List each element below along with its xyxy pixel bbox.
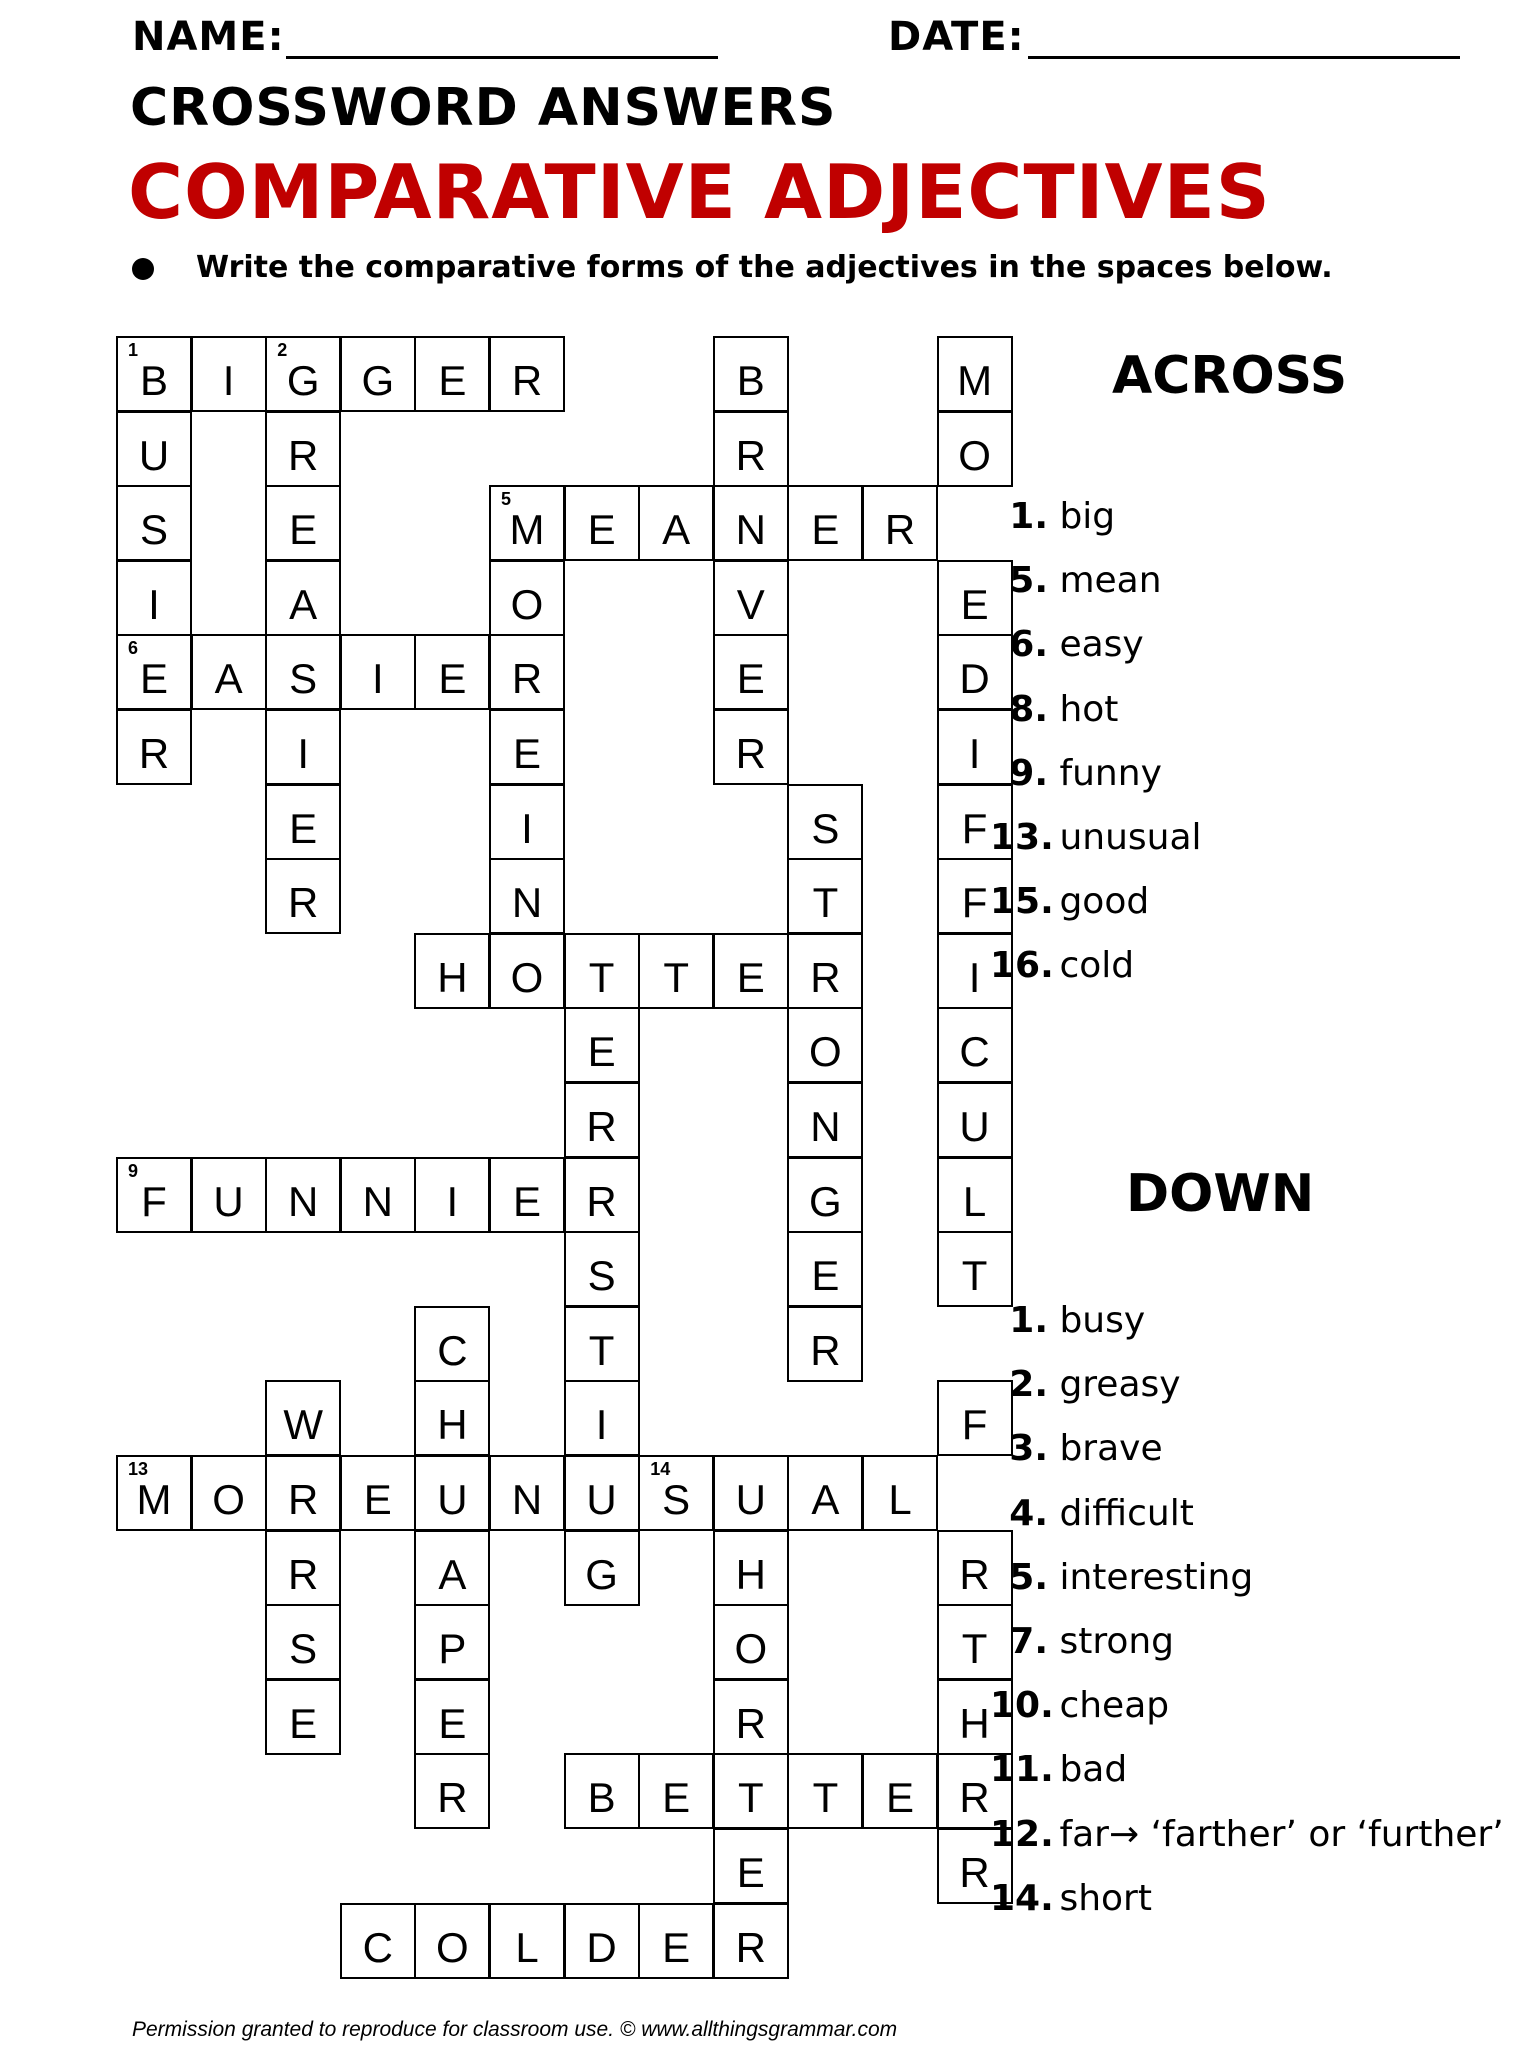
grid-cell[interactable]: [937, 1157, 1013, 1233]
clue-number: 9.: [1009, 752, 1048, 794]
cell-letter: G: [809, 1177, 842, 1225]
down-clue: [990, 1814, 1504, 1855]
clue-number: 9: [128, 1160, 139, 1181]
across-clue: [990, 560, 1162, 601]
clue-word: mean: [1048, 560, 1162, 602]
date-label: DATE:: [888, 14, 1025, 60]
cell-letter: H: [437, 953, 468, 1001]
grid-cell[interactable]: [787, 784, 863, 860]
clue-number: 7.: [1009, 1621, 1048, 1662]
grid-cell[interactable]: [937, 336, 1013, 412]
cell-letter: B: [736, 357, 765, 404]
cell-letter: T: [737, 1774, 764, 1822]
clue-number: 5.: [1009, 560, 1048, 602]
clue-number: 13.: [990, 817, 1054, 858]
clue-word: short: [1048, 1877, 1152, 1919]
grid-cell[interactable]: [862, 1455, 938, 1531]
cell-letter: A: [811, 1476, 840, 1523]
cell-letter: C: [437, 1326, 468, 1374]
grid-cell[interactable]: [638, 1455, 714, 1531]
grid-cell[interactable]: [713, 1753, 789, 1829]
grid-cell[interactable]: [489, 485, 565, 561]
cell-letter: S: [587, 1252, 616, 1300]
cell-letter: F: [961, 804, 988, 852]
clue-number: 11.: [990, 1749, 1054, 1791]
subtitle: CROSSWORD ANSWERS: [130, 78, 837, 138]
permission-footer: Permission granted to reproduce for classroom use. © www.allthingsgrammar.com: [132, 2018, 898, 2041]
cell-letter: G: [585, 1550, 618, 1598]
clue-word: bad: [1048, 1749, 1128, 1791]
grid-cell[interactable]: [489, 634, 565, 710]
cell-letter: P: [438, 1625, 467, 1673]
clue-word: interesting: [1048, 1556, 1254, 1598]
cell-letter: R: [735, 431, 766, 479]
name-label: NAME:: [132, 14, 285, 60]
cell-letter: T: [663, 953, 690, 1001]
across-clue: [990, 753, 1162, 794]
grid-cell[interactable]: [340, 336, 416, 412]
cell-letter: O: [734, 1625, 768, 1673]
cell-letter: E: [512, 1177, 541, 1225]
cell-letter: F: [961, 879, 988, 927]
down-heading: DOWN: [1126, 1164, 1315, 1224]
cell-letter: R: [586, 1177, 617, 1225]
grid-cell[interactable]: [937, 1007, 1013, 1083]
cell-letter: T: [588, 1326, 615, 1374]
cell-letter: H: [735, 1550, 766, 1598]
grid-cell[interactable]: [265, 634, 341, 710]
cell-letter: R: [884, 506, 916, 554]
cell-letter: O: [436, 1923, 469, 1971]
grid-cell[interactable]: [265, 336, 341, 412]
cell-letter: R: [288, 1476, 319, 1523]
clue-word: greasy: [1048, 1364, 1181, 1406]
across-clue: [990, 689, 1118, 730]
grid-cell[interactable]: [116, 560, 192, 636]
grid-cell[interactable]: [489, 709, 565, 785]
cell-letter: I: [968, 730, 981, 777]
cell-letter: I: [595, 1401, 608, 1449]
cell-letter: F: [141, 1177, 167, 1225]
clue-word: brave: [1048, 1428, 1163, 1470]
grid-cell[interactable]: [564, 1530, 640, 1606]
grid-cell[interactable]: [265, 1380, 341, 1456]
grid-cell[interactable]: [414, 1157, 490, 1233]
grid-cell[interactable]: [713, 560, 789, 636]
cell-letter: E: [363, 1476, 392, 1523]
grid-cell[interactable]: [564, 1380, 640, 1456]
cell-letter: T: [812, 879, 839, 927]
grid-cell[interactable]: [414, 1306, 490, 1382]
across-clue: [990, 817, 1202, 858]
cell-letter: M: [509, 506, 545, 554]
cell-letter: G: [286, 357, 320, 404]
cell-letter: R: [288, 879, 319, 927]
cell-letter: A: [662, 506, 691, 554]
grid-cell[interactable]: [564, 933, 640, 1009]
grid-cell[interactable]: [787, 1753, 863, 1829]
down-clue: [990, 1749, 1127, 1790]
clue-number: 16.: [990, 945, 1054, 987]
bullet-icon: [132, 258, 154, 280]
grid-cell[interactable]: [638, 1903, 714, 1979]
down-clue: [990, 1685, 1169, 1726]
cell-letter: R: [511, 357, 543, 404]
cell-letter: S: [289, 1625, 318, 1673]
grid-cell[interactable]: [191, 634, 267, 710]
grid-cell[interactable]: [265, 411, 341, 487]
cell-letter: E: [811, 1252, 840, 1300]
cell-letter: R: [288, 1550, 319, 1598]
grid-cell[interactable]: [340, 1157, 416, 1233]
clue-word: difficult: [1048, 1492, 1194, 1534]
clue-number: 3.: [1009, 1428, 1048, 1470]
cell-letter: R: [735, 1699, 766, 1747]
cell-letter: R: [586, 1103, 617, 1150]
clue-number: 1: [128, 340, 139, 360]
cell-letter: I: [521, 804, 533, 852]
cell-letter: I: [968, 953, 981, 1001]
cell-letter: R: [138, 730, 170, 777]
grid-cell[interactable]: [713, 485, 789, 561]
cell-letter: N: [288, 1177, 319, 1225]
clue-word: far→ ‘farther’ or ‘further’: [1048, 1813, 1504, 1855]
clue-word: hot: [1048, 688, 1119, 730]
down-clue: [990, 1428, 1163, 1469]
cell-letter: G: [361, 357, 395, 404]
grid-cell[interactable]: [265, 1604, 341, 1680]
cell-letter: I: [148, 580, 160, 628]
cell-letter: U: [437, 1476, 468, 1523]
clue-word: cold: [1048, 945, 1135, 987]
grid-cell[interactable]: [787, 1157, 863, 1233]
grid-cell[interactable]: [937, 1082, 1013, 1158]
clue-number: 14.: [990, 1877, 1054, 1919]
grid-cell[interactable]: [414, 1380, 490, 1456]
clue-number: 1.: [1009, 1300, 1048, 1341]
cell-letter: L: [515, 1923, 539, 1971]
down-clue: [990, 1557, 1253, 1598]
grid-cell[interactable]: [191, 336, 267, 412]
cell-letter: U: [213, 1177, 244, 1225]
cell-letter: U: [959, 1103, 990, 1150]
cell-letter: W: [283, 1401, 324, 1449]
clue-word: good: [1048, 881, 1150, 923]
grid-cell[interactable]: [265, 485, 341, 561]
cell-letter: H: [959, 1699, 990, 1747]
clue-number: 10.: [990, 1685, 1054, 1727]
grid-cell[interactable]: [116, 485, 192, 561]
grid-cell[interactable]: [116, 411, 192, 487]
cell-letter: O: [510, 580, 544, 628]
grid-cell[interactable]: [489, 1157, 565, 1233]
clue-number: 14: [650, 1459, 671, 1479]
cell-letter: O: [510, 953, 544, 1001]
cell-letter: R: [511, 655, 543, 703]
grid-cell[interactable]: [564, 1455, 640, 1531]
grid-cell[interactable]: [414, 1455, 490, 1531]
grid-cell[interactable]: [564, 1007, 640, 1083]
cell-letter: E: [587, 506, 616, 554]
clue-number: 8.: [1009, 688, 1048, 730]
cell-letter: C: [362, 1923, 393, 1971]
cell-letter: T: [588, 953, 615, 1001]
clue-number: 5.: [1009, 1556, 1048, 1598]
cell-letter: E: [662, 1774, 691, 1822]
cell-letter: R: [288, 431, 319, 479]
grid-cell[interactable]: [191, 1455, 267, 1531]
cell-letter: U: [138, 431, 170, 479]
cell-letter: E: [960, 580, 989, 628]
cell-letter: O: [212, 1476, 245, 1523]
cell-letter: I: [297, 730, 310, 777]
cell-letter: R: [437, 1774, 468, 1822]
cell-letter: C: [959, 1028, 990, 1076]
cell-letter: R: [959, 1550, 990, 1598]
grid-cell[interactable]: [937, 1231, 1013, 1307]
cell-letter: E: [139, 655, 168, 703]
clue-word: strong: [1048, 1621, 1175, 1662]
down-clue: [990, 1878, 1152, 1919]
grid-cell[interactable]: [564, 1082, 640, 1158]
grid-cell[interactable]: [265, 560, 341, 636]
cell-letter: E: [438, 655, 467, 703]
grid-cell[interactable]: [489, 336, 565, 412]
crossword-grid: [116, 336, 993, 1976]
cell-letter: E: [289, 1699, 318, 1747]
grid-cell[interactable]: [787, 485, 863, 561]
date-line[interactable]: [1028, 56, 1460, 59]
grid-cell[interactable]: [116, 1157, 192, 1233]
cell-letter: N: [810, 1103, 841, 1150]
cell-letter: E: [885, 1774, 914, 1822]
cell-letter: E: [736, 1849, 765, 1896]
cell-letter: D: [586, 1923, 617, 1971]
grid-cell[interactable]: [414, 1903, 490, 1979]
grid-cell[interactable]: [564, 1231, 640, 1307]
grid-cell[interactable]: [862, 1753, 938, 1829]
cell-letter: E: [438, 357, 467, 404]
grid-cell[interactable]: [713, 1604, 789, 1680]
grid-cell[interactable]: [638, 485, 714, 561]
cell-letter: N: [511, 879, 543, 927]
cell-letter: F: [961, 1401, 988, 1449]
cell-letter: T: [961, 1625, 988, 1673]
clue-number: 5: [501, 489, 512, 510]
cell-letter: S: [139, 506, 168, 554]
grid-cell[interactable]: [340, 634, 416, 710]
cell-letter: E: [438, 1699, 467, 1747]
clue-word: easy: [1048, 624, 1144, 666]
grid-cell[interactable]: [489, 1455, 565, 1531]
grid-cell[interactable]: [116, 336, 192, 412]
across-heading: ACROSS: [1112, 346, 1348, 406]
cell-letter: I: [371, 655, 384, 703]
grid-cell[interactable]: [713, 1679, 789, 1755]
grid-cell[interactable]: [638, 1753, 714, 1829]
cell-letter: E: [736, 655, 765, 703]
cell-letter: N: [362, 1177, 393, 1225]
grid-cell[interactable]: [265, 709, 341, 785]
instruction: Write the comparative forms of the adjectives in the spaces below.: [196, 250, 1333, 285]
clue-number: 1.: [1009, 496, 1048, 537]
cell-letter: S: [289, 655, 318, 703]
grid-cell[interactable]: [414, 1604, 490, 1680]
grid-cell[interactable]: [116, 709, 192, 785]
cell-letter: R: [735, 1923, 766, 1971]
grid-cell[interactable]: [265, 784, 341, 860]
clue-number: 2.: [1009, 1364, 1048, 1406]
grid-cell[interactable]: [414, 634, 490, 710]
grid-cell[interactable]: [787, 858, 863, 934]
grid-cell[interactable]: [713, 1903, 789, 1979]
cell-letter: R: [810, 1326, 841, 1374]
grid-cell[interactable]: [116, 1455, 192, 1531]
grid-cell[interactable]: [116, 634, 192, 710]
across-clue: [990, 881, 1149, 922]
grid-cell[interactable]: [489, 560, 565, 636]
cell-letter: I: [222, 357, 235, 404]
cell-letter: R: [735, 730, 766, 777]
grid-cell[interactable]: [862, 485, 938, 561]
cell-letter: D: [959, 655, 990, 703]
page-title: COMPARATIVE ADJECTIVES: [128, 148, 1271, 236]
grid-cell[interactable]: [265, 858, 341, 934]
grid-cell[interactable]: [414, 933, 490, 1009]
grid-cell[interactable]: [713, 709, 789, 785]
cell-letter: M: [957, 357, 993, 404]
cell-letter: T: [812, 1774, 839, 1822]
cell-letter: O: [958, 431, 991, 479]
clue-word: cheap: [1048, 1685, 1170, 1727]
clue-number: 6: [128, 638, 139, 659]
grid-cell[interactable]: [564, 485, 640, 561]
grid-cell[interactable]: [414, 336, 490, 412]
across-clue: [990, 496, 1115, 537]
grid-cell[interactable]: [787, 1306, 863, 1382]
cell-letter: A: [438, 1550, 467, 1598]
clue-word: busy: [1048, 1300, 1146, 1341]
grid-cell[interactable]: [713, 933, 789, 1009]
clue-word: funny: [1048, 752, 1162, 794]
cell-letter: U: [735, 1476, 766, 1523]
cell-letter: B: [587, 1774, 616, 1822]
cell-letter: T: [961, 1252, 988, 1300]
cell-letter: B: [139, 357, 168, 404]
grid-cell[interactable]: [489, 1903, 565, 1979]
grid-cell[interactable]: [713, 1828, 789, 1904]
cell-letter: S: [811, 804, 840, 852]
down-clue: [990, 1621, 1174, 1662]
grid-cell[interactable]: [713, 1530, 789, 1606]
clue-word: big: [1048, 496, 1116, 537]
clue-number: 12.: [990, 1813, 1054, 1855]
grid-cell[interactable]: [713, 1455, 789, 1531]
grid-cell[interactable]: [713, 634, 789, 710]
cell-letter: U: [586, 1476, 617, 1523]
cell-letter: E: [736, 953, 765, 1001]
cell-letter: V: [736, 580, 765, 628]
grid-cell[interactable]: [564, 1903, 640, 1979]
grid-cell[interactable]: [265, 1530, 341, 1606]
grid-cell[interactable]: [564, 1157, 640, 1233]
grid-cell[interactable]: [787, 1007, 863, 1083]
cell-letter: N: [511, 1476, 543, 1523]
cell-letter: S: [662, 1476, 691, 1523]
cell-letter: L: [888, 1476, 912, 1523]
grid-cell[interactable]: [564, 1306, 640, 1382]
name-line[interactable]: [286, 56, 718, 59]
cell-letter: L: [962, 1177, 987, 1225]
cell-letter: N: [735, 506, 766, 554]
grid-cell[interactable]: [489, 858, 565, 934]
cell-letter: A: [289, 580, 318, 628]
grid-cell[interactable]: [489, 933, 565, 1009]
clue-number: 4.: [1009, 1492, 1048, 1534]
cell-letter: I: [446, 1177, 459, 1225]
grid-cell[interactable]: [787, 1455, 863, 1531]
clue-number: 15.: [990, 881, 1054, 923]
grid-cell[interactable]: [713, 336, 789, 412]
grid-cell[interactable]: [787, 1082, 863, 1158]
grid-cell[interactable]: [340, 1455, 416, 1531]
cell-letter: E: [811, 506, 840, 554]
grid-cell[interactable]: [638, 933, 714, 1009]
clue-number: 6.: [1009, 624, 1048, 666]
cell-letter: E: [289, 804, 318, 852]
down-clue: [990, 1300, 1145, 1341]
grid-cell[interactable]: [265, 1679, 341, 1755]
clue-word: unusual: [1048, 817, 1202, 858]
grid-cell[interactable]: [414, 1753, 490, 1829]
cell-letter: M: [136, 1476, 172, 1523]
across-clue: [990, 624, 1144, 665]
cell-letter: R: [810, 953, 841, 1001]
grid-cell[interactable]: [265, 1157, 341, 1233]
cell-letter: E: [662, 1923, 691, 1971]
across-clue: [990, 945, 1134, 986]
cell-letter: R: [959, 1849, 990, 1896]
grid-cell[interactable]: [414, 1530, 490, 1606]
grid-cell[interactable]: [489, 784, 565, 860]
cell-letter: E: [289, 506, 318, 554]
grid-cell[interactable]: [414, 1679, 490, 1755]
cell-letter: A: [214, 655, 243, 703]
clue-number: 2: [277, 340, 288, 360]
grid-cell[interactable]: [564, 1753, 640, 1829]
grid-cell[interactable]: [787, 1231, 863, 1307]
clue-number: 13: [128, 1459, 149, 1479]
cell-letter: R: [959, 1774, 990, 1822]
grid-cell[interactable]: [265, 1455, 341, 1531]
cell-letter: O: [809, 1028, 842, 1076]
grid-cell[interactable]: [191, 1157, 267, 1233]
grid-cell[interactable]: [787, 933, 863, 1009]
down-clue: [990, 1493, 1194, 1534]
cell-letter: H: [437, 1401, 468, 1449]
grid-cell[interactable]: [713, 411, 789, 487]
down-clue: [990, 1364, 1181, 1405]
cell-letter: E: [512, 730, 541, 777]
cell-letter: E: [587, 1028, 616, 1076]
grid-cell[interactable]: [340, 1903, 416, 1979]
grid-cell[interactable]: [937, 411, 1013, 487]
